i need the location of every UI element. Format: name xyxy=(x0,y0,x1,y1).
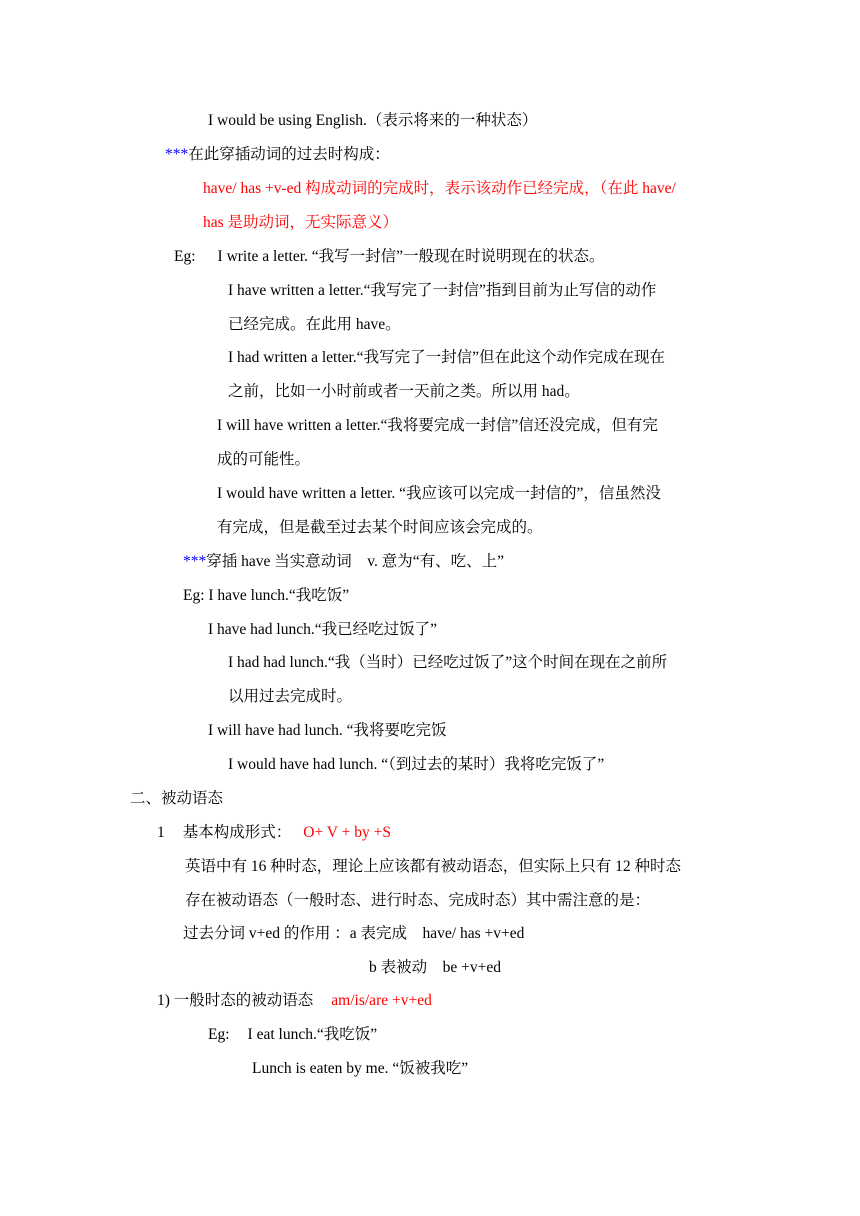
passive-basic-form xyxy=(157,823,391,843)
line-future-state: I would be using English.（表示将来的一种状态） xyxy=(208,112,538,129)
example-eat-lunch xyxy=(208,1025,377,1045)
item-text: 基本构成形式： xyxy=(182,824,292,841)
note-text: 在此穿插动词的过去时构成： xyxy=(188,146,390,163)
note-have-verb xyxy=(183,552,504,572)
line-past-participle-a: 过去分词 v+ed 的作用 ：a 表完成 have/ has +v+ed xyxy=(183,925,525,942)
line-past-participle-b: b 表被动 be +v+ed xyxy=(369,959,501,976)
line-lunch-eaten: Lunch is eaten by me. “饭被我吃” xyxy=(252,1060,469,1077)
line-had-had-lunch: I had had lunch.“我（当时）已经吃过饭了”这个时间在现在之前所 xyxy=(228,654,668,671)
example-have-lunch: Eg: I have lunch.“我吃饭” xyxy=(183,587,350,604)
line-will-have-had-lunch: I will have had lunch. “我将要吃完饭 xyxy=(208,722,447,739)
line-have-had-lunch: I have had lunch.“我已经吃过饭了” xyxy=(208,621,437,638)
example-text: I eat lunch.“我吃饭” xyxy=(247,1026,378,1043)
line-tense-count-cont: 存在被动语态（一般时态、进行时态、完成时态）其中需注意的是： xyxy=(185,892,651,909)
example-write-letter xyxy=(174,247,605,267)
note-stars: *** xyxy=(183,553,207,570)
line-had-written: I had written a letter.“我写完了一封信”但在此这个动作完成在现在 xyxy=(228,349,665,366)
line-will-have-written-cont: 成的可能性。 xyxy=(217,451,311,468)
note-past-tense xyxy=(165,145,390,165)
note-text: 穿插 have 当实意动词 v. 意为“有、吃、上” xyxy=(206,553,505,570)
line-will-have-written: I will have written a letter.“我将要完成一封信”信还没完成，但有完 xyxy=(217,417,658,434)
note-stars: *** xyxy=(165,146,189,163)
line-would-have-written-cont: 有完成，但是截至过去某个时间应该会完成的。 xyxy=(217,519,543,536)
red-explanation-line1: have/ has +v-ed 构成动词的完成时，表示该动作已经完成，（在此 have/ xyxy=(203,180,676,197)
line-had-written-cont: 之前，比如一小时前或者一天前之类。所以用 had。 xyxy=(228,383,580,400)
line-had-had-lunch-cont: 以用过去完成时。 xyxy=(228,688,353,705)
passive-formula: O+ V + by +S xyxy=(303,824,391,841)
example-label: Eg: xyxy=(174,248,196,265)
line-have-written-cont: 已经完成。在此用 have。 xyxy=(228,316,401,333)
simple-tense-passive xyxy=(157,991,432,1011)
line-would-have-written: I would have written a letter. “我应该可以完成一封信的”，信虽然没 xyxy=(217,485,661,502)
simple-passive-formula: am/is/are +v+ed xyxy=(331,992,432,1009)
example-text: I write a letter. “我写一封信”一般现在时说明现在的状态。 xyxy=(217,248,605,265)
red-explanation-line2: has 是助动词，无实际意义） xyxy=(203,214,399,231)
example-label: Eg: xyxy=(208,1026,230,1043)
line-have-written: I have written a letter.“我写完了一封信”指到目前为止写信的动作 xyxy=(228,282,657,299)
item-number: 1 xyxy=(157,824,165,841)
line-tense-count: 英语中有 16 种时态，理论上应该都有被动语态，但实际上只有 12 种时态 xyxy=(185,858,682,875)
line-would-have-had-lunch: I would have had lunch. “（到过去的某时）我将吃完饭了” xyxy=(228,756,605,773)
item-text: 1) 一般时态的被动语态 xyxy=(157,992,314,1009)
section-heading-passive: 二、被动语态 xyxy=(130,790,224,807)
